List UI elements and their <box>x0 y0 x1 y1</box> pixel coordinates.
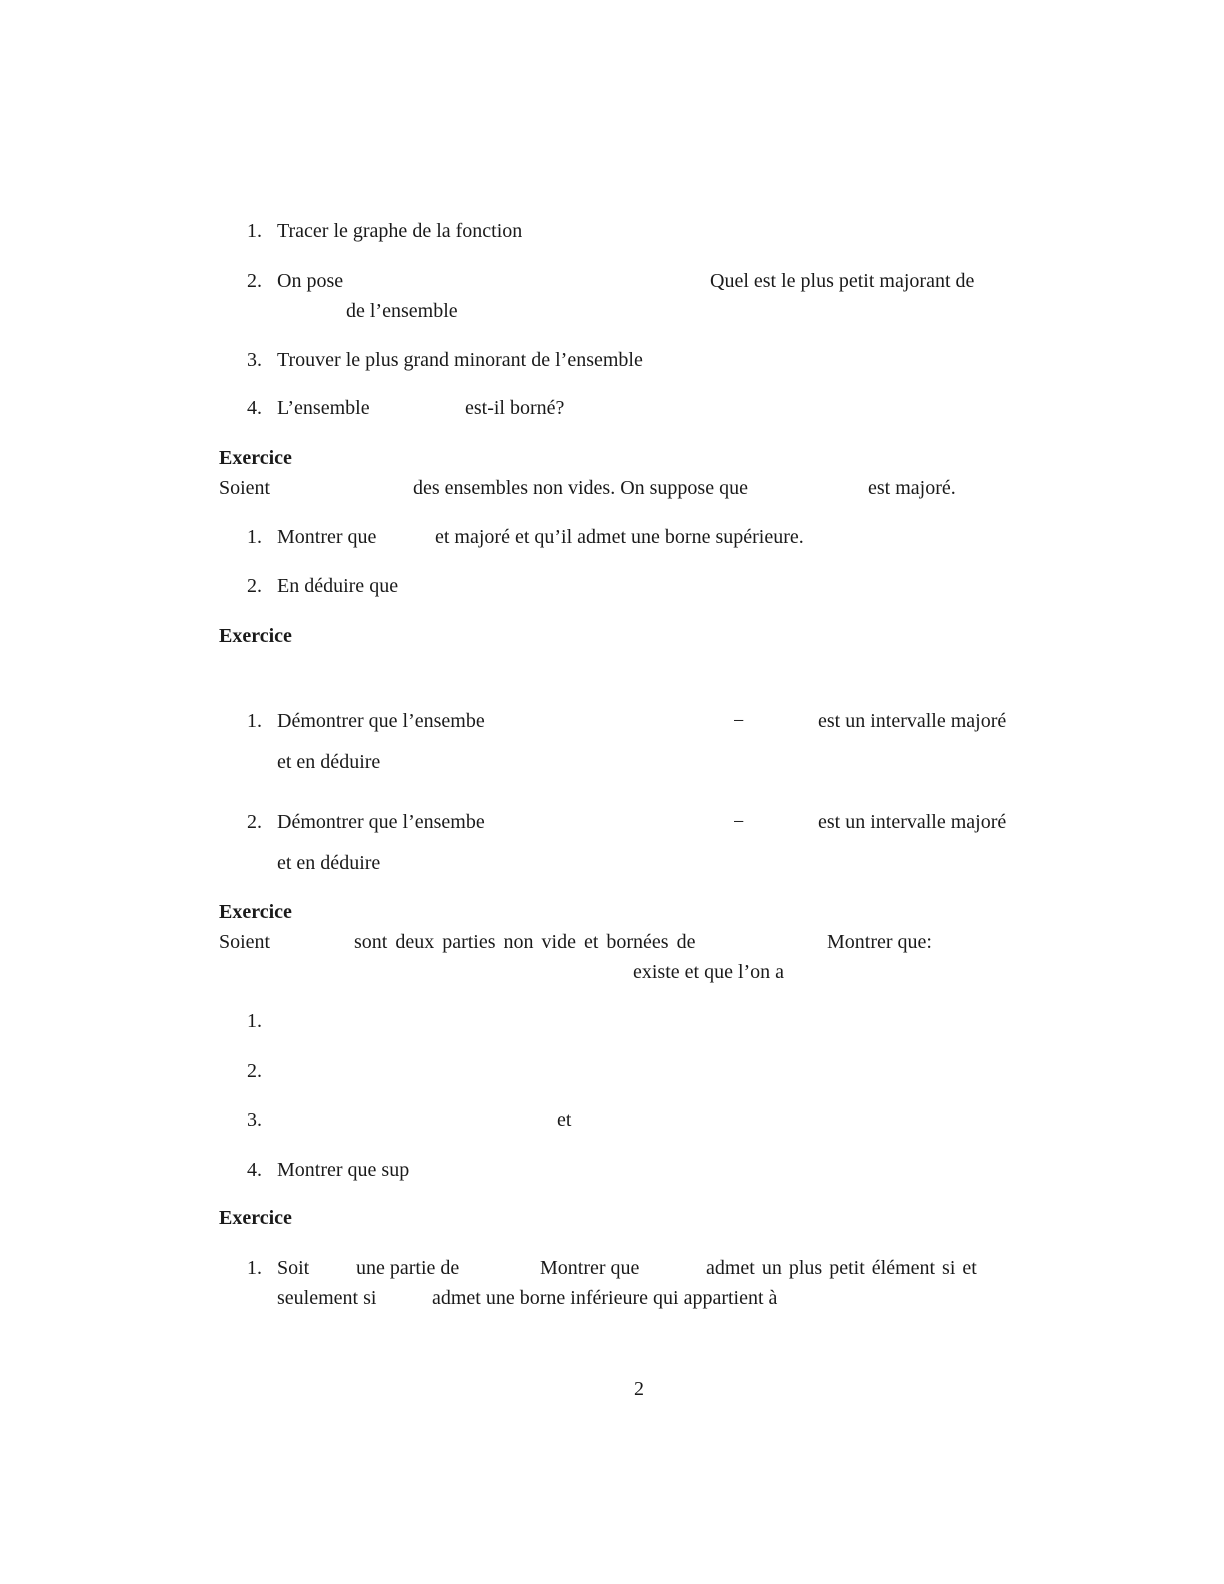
list-number: 2. <box>247 1060 262 1082</box>
exercise-intro: Soient <box>219 931 271 953</box>
minus-sign: − <box>733 710 745 732</box>
list-number: 1. <box>247 220 262 242</box>
page-number: 2 <box>634 1378 644 1400</box>
list-number: 1. <box>247 526 262 548</box>
list-number: 2. <box>247 811 262 833</box>
exercise-intro: Soient <box>219 477 271 499</box>
list-item-text: Tracer le graphe de la fonction <box>277 220 523 242</box>
exercise-heading: Exercice <box>219 1207 292 1229</box>
exercise-intro: existe et que l’on a <box>633 961 785 983</box>
list-item-text: et en déduire <box>277 852 381 874</box>
exercise-intro: est majoré. <box>868 477 956 499</box>
list-number: 3. <box>247 349 262 371</box>
list-number: 4. <box>247 1159 262 1181</box>
list-item-text: est-il borné? <box>465 397 565 419</box>
list-number: 1. <box>247 1257 262 1279</box>
list-item-text: et majoré et qu’il admet une borne supérieure. <box>435 526 804 548</box>
list-item-text: et en déduire <box>277 751 381 773</box>
list-item-text: En déduire que <box>277 575 399 597</box>
exercise-heading: Exercice <box>219 447 292 469</box>
exercise-heading: Exercice <box>219 625 292 647</box>
list-item-text: Quel est le plus petit majorant de <box>710 270 975 292</box>
list-item-text: Montrer que sup <box>277 1159 410 1181</box>
list-number: 2. <box>247 270 262 292</box>
list-item-text: une partie de <box>356 1257 460 1279</box>
list-item-text: Montrer que <box>277 526 377 548</box>
list-item-text: admet un plus petit élément si et <box>706 1257 977 1279</box>
list-item-text: Trouver le plus grand minorant de l’ensemble <box>277 349 643 371</box>
list-item-text: est un intervalle majoré <box>818 710 1007 732</box>
list-item-text: L’ensemble <box>277 397 370 419</box>
list-number: 1. <box>247 1010 262 1032</box>
minus-sign: − <box>733 811 745 833</box>
list-item-text: Soit <box>277 1257 310 1279</box>
list-item-text: On pose <box>277 270 344 292</box>
exercise-intro: Montrer que: <box>827 931 932 953</box>
exercise-intro: sont deux parties non vide et bornées de <box>354 931 696 953</box>
list-item-text: de l’ensemble <box>346 300 458 322</box>
list-number: 3. <box>247 1109 262 1131</box>
list-item-text: et <box>557 1109 572 1131</box>
list-item-text: admet une borne inférieure qui appartient à <box>432 1287 778 1309</box>
list-number: 1. <box>247 710 262 732</box>
list-number: 4. <box>247 397 262 419</box>
list-item-text: est un intervalle majoré <box>818 811 1007 833</box>
list-item-text: Démontrer que l’ensembe <box>277 710 485 732</box>
list-item-text: Démontrer que l’ensembe <box>277 811 485 833</box>
list-number: 2. <box>247 575 262 597</box>
exercise-heading: Exercice <box>219 901 292 923</box>
list-item-text: seulement si <box>277 1287 377 1309</box>
exercise-intro: des ensembles non vides. On suppose que <box>413 477 748 499</box>
list-item-text: Montrer que <box>540 1257 640 1279</box>
